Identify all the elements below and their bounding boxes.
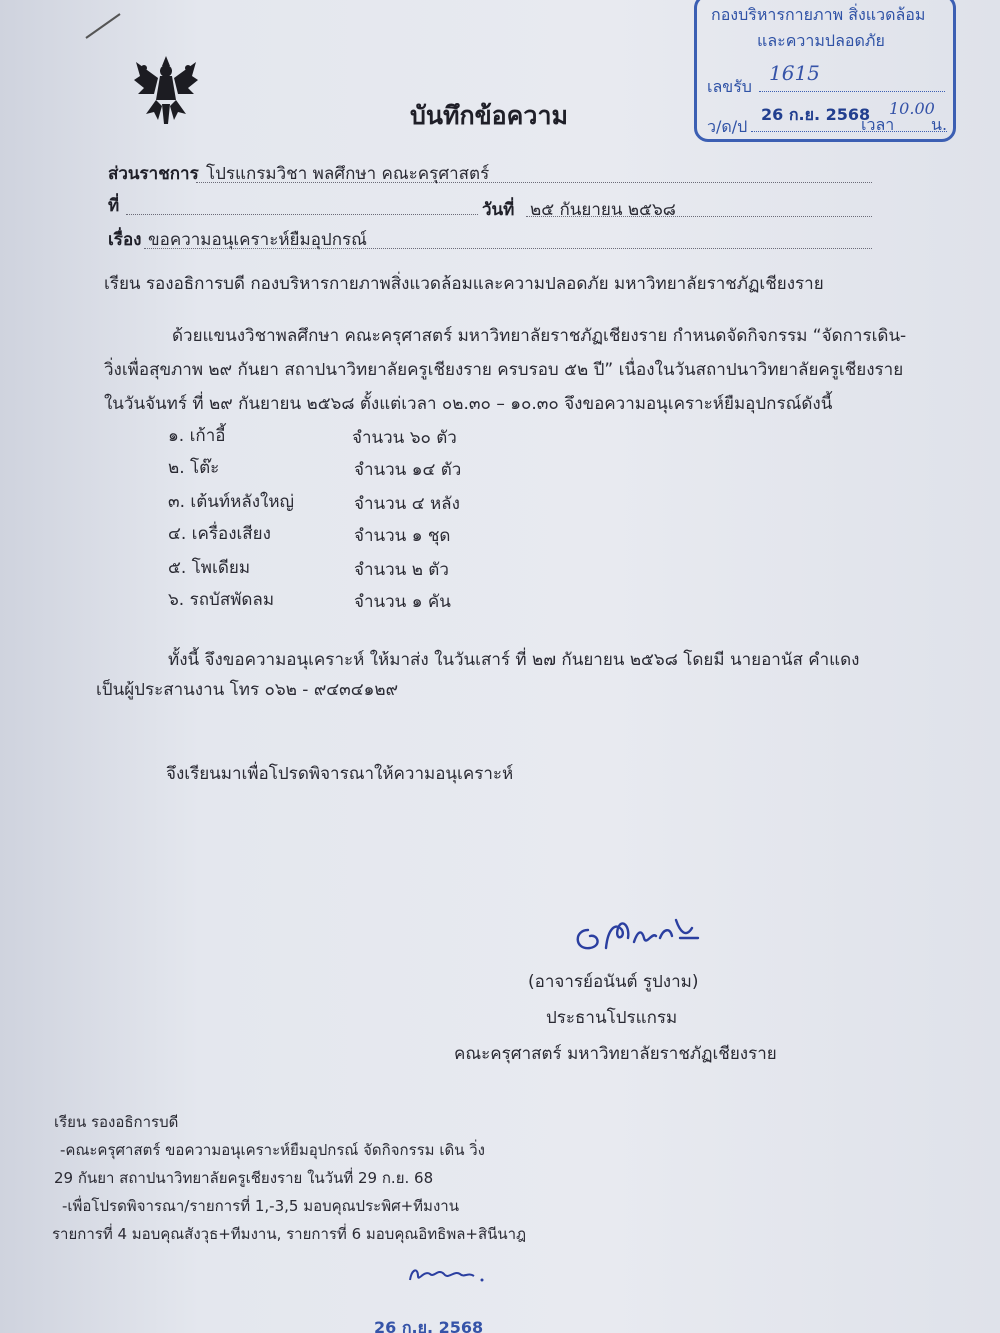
- doc-number-label: ที่: [108, 196, 120, 216]
- stamp-time-value: 10.00: [889, 99, 935, 118]
- recipient-line: เรียน รองอธิการบดี กองบริหารกายภาพสิ่งแวดล้อมและความปลอดภัย มหาวิทยาลัยราชภัฏเชียงราย: [104, 274, 824, 294]
- body-para2-line2: เป็นผู้ประสานงาน โทร ๐๖๒ - ๙๔๓๔๑๒๙: [96, 680, 399, 700]
- receipt-stamp: [694, 0, 956, 142]
- stamp-time-label: เวลา: [861, 115, 895, 134]
- stamp-date-label: ว/ด/ป: [707, 117, 748, 136]
- note-line5: รายการที่ 4 มอบคุณสังวุธ+ทีมงาน, รายการที่ 6 มอบคุณอิทธิพล+สินีนาฎ: [52, 1225, 527, 1243]
- note-line2: -คณะครุศาสตร์ ขอความอนุเคราะห์ยืมอุปกรณ์ จัดกิจกรรม เดิน วิ่ง: [60, 1141, 485, 1159]
- body-para2-line1: ทั้งนี้ จึงขอความอนุเคราะห์ ให้มาส่ง ในวันเสาร์ ที่ ๒๗ กันยายน ๒๕๖๘ โดยมี นายอานัส คำแดง: [168, 650, 860, 670]
- stamp-receipt-number: 1615: [769, 61, 820, 85]
- note-line1: เรียน รองอธิการบดี: [54, 1113, 179, 1131]
- signer-faculty: คณะครุศาสตร์ มหาวิทยาลัยราชภัฏเชียงราย: [454, 1044, 777, 1064]
- item-name: ๖. รถบัสพัดลม: [168, 590, 275, 610]
- date-value: ๒๕ กันยายน ๒๕๖๘: [530, 200, 676, 220]
- item-name: ๔. เครื่องเสียง: [168, 524, 271, 544]
- signature-image: [568, 908, 708, 958]
- garuda-emblem-icon: [132, 54, 200, 126]
- body-para1-line3: ในวันจันทร์ ที่ ๒๙ กันยายน ๒๕๖๘ ตั้งแต่เวลา ๐๒.๓๐ – ๑๐.๓๐ จึงขอความอนุเคราะห์ยืมอุปกรณ์ดังนี้: [104, 394, 833, 414]
- bottom-date-stamp: 26 ก.ย. 2568: [374, 1318, 484, 1333]
- stamp-receipt-label: เลขรับ: [707, 77, 752, 96]
- stamp-time-unit: น.: [931, 115, 948, 134]
- item-qty: จำนวน ๖๐ ตัว: [352, 428, 457, 448]
- date-label: วันที่: [482, 200, 515, 220]
- item-name: ๓. เต้นท์หลังใหญ่: [168, 492, 295, 512]
- body-para1-line1: ด้วยแขนงวิชาพลศึกษา คณะครุศาสตร์ มหาวิทยาลัยราชภัฏเชียงราย กำหนดจัดกิจกรรม “จัดการเดิน-: [172, 326, 907, 346]
- note-line4: -เพื่อโปรดพิจารณา/รายการที่ 1,-3,5 มอบคุณประพิศ+ทีมงาน: [62, 1197, 459, 1215]
- stamp-org-line1: กองบริหารกายภาพ สิ่งแวดล้อม: [711, 5, 926, 24]
- note-line3: 29 กันยา สถาปนาวิทยาลัยครูเชียงราย ในวันที่ 29 ก.ย. 68: [54, 1169, 434, 1187]
- closing-line: จึงเรียนมาเพื่อโปรดพิจารณาให้ความอนุเคราะห์: [166, 764, 514, 784]
- item-qty: จำนวน ๔ หลัง: [354, 494, 460, 514]
- item-name: ๒. โต๊ะ: [168, 458, 220, 478]
- item-qty: จำนวน ๑ คัน: [354, 592, 451, 612]
- stamp-org-line2: และความปลอดภัย: [757, 31, 885, 50]
- item-qty: จำนวน ๑๔ ตัว: [354, 460, 462, 480]
- signer-position: ประธานโปรแกรม: [546, 1008, 678, 1028]
- item-name: ๑. เก้าอี้: [168, 426, 226, 446]
- item-qty: จำนวน ๒ ตัว: [354, 560, 449, 580]
- dept-label: ส่วนราชการ: [108, 164, 199, 184]
- body-para1-line2: วิ่งเพื่อสุขภาพ ๒๙ กันยา สถาปนาวิทยาลัยครูเชียงราย ครบรอบ ๕๒ ปี” เนื่องในวันสถาปนาวิทยาลัยครูเชียงราย: [104, 360, 904, 380]
- signer-name: (อาจารย์อนันต์ รูปงาม): [528, 972, 699, 992]
- item-name: ๕. โพเดียม: [168, 558, 251, 578]
- item-qty: จำนวน ๑ ชุด: [354, 526, 451, 546]
- initials-signature-image: [404, 1262, 490, 1288]
- stamp-date-value: 26 ก.ย. 2568: [761, 105, 871, 124]
- dept-value: โปรแกรมวิชา พลศึกษา คณะครุศาสตร์: [206, 164, 490, 184]
- subject-label: เรื่อง: [108, 230, 142, 250]
- pen-mark: [80, 8, 130, 44]
- subject-value: ขอความอนุเคราะห์ยืมอุปกรณ์: [148, 230, 367, 250]
- memo-title: บันทึกข้อความ: [410, 101, 568, 130]
